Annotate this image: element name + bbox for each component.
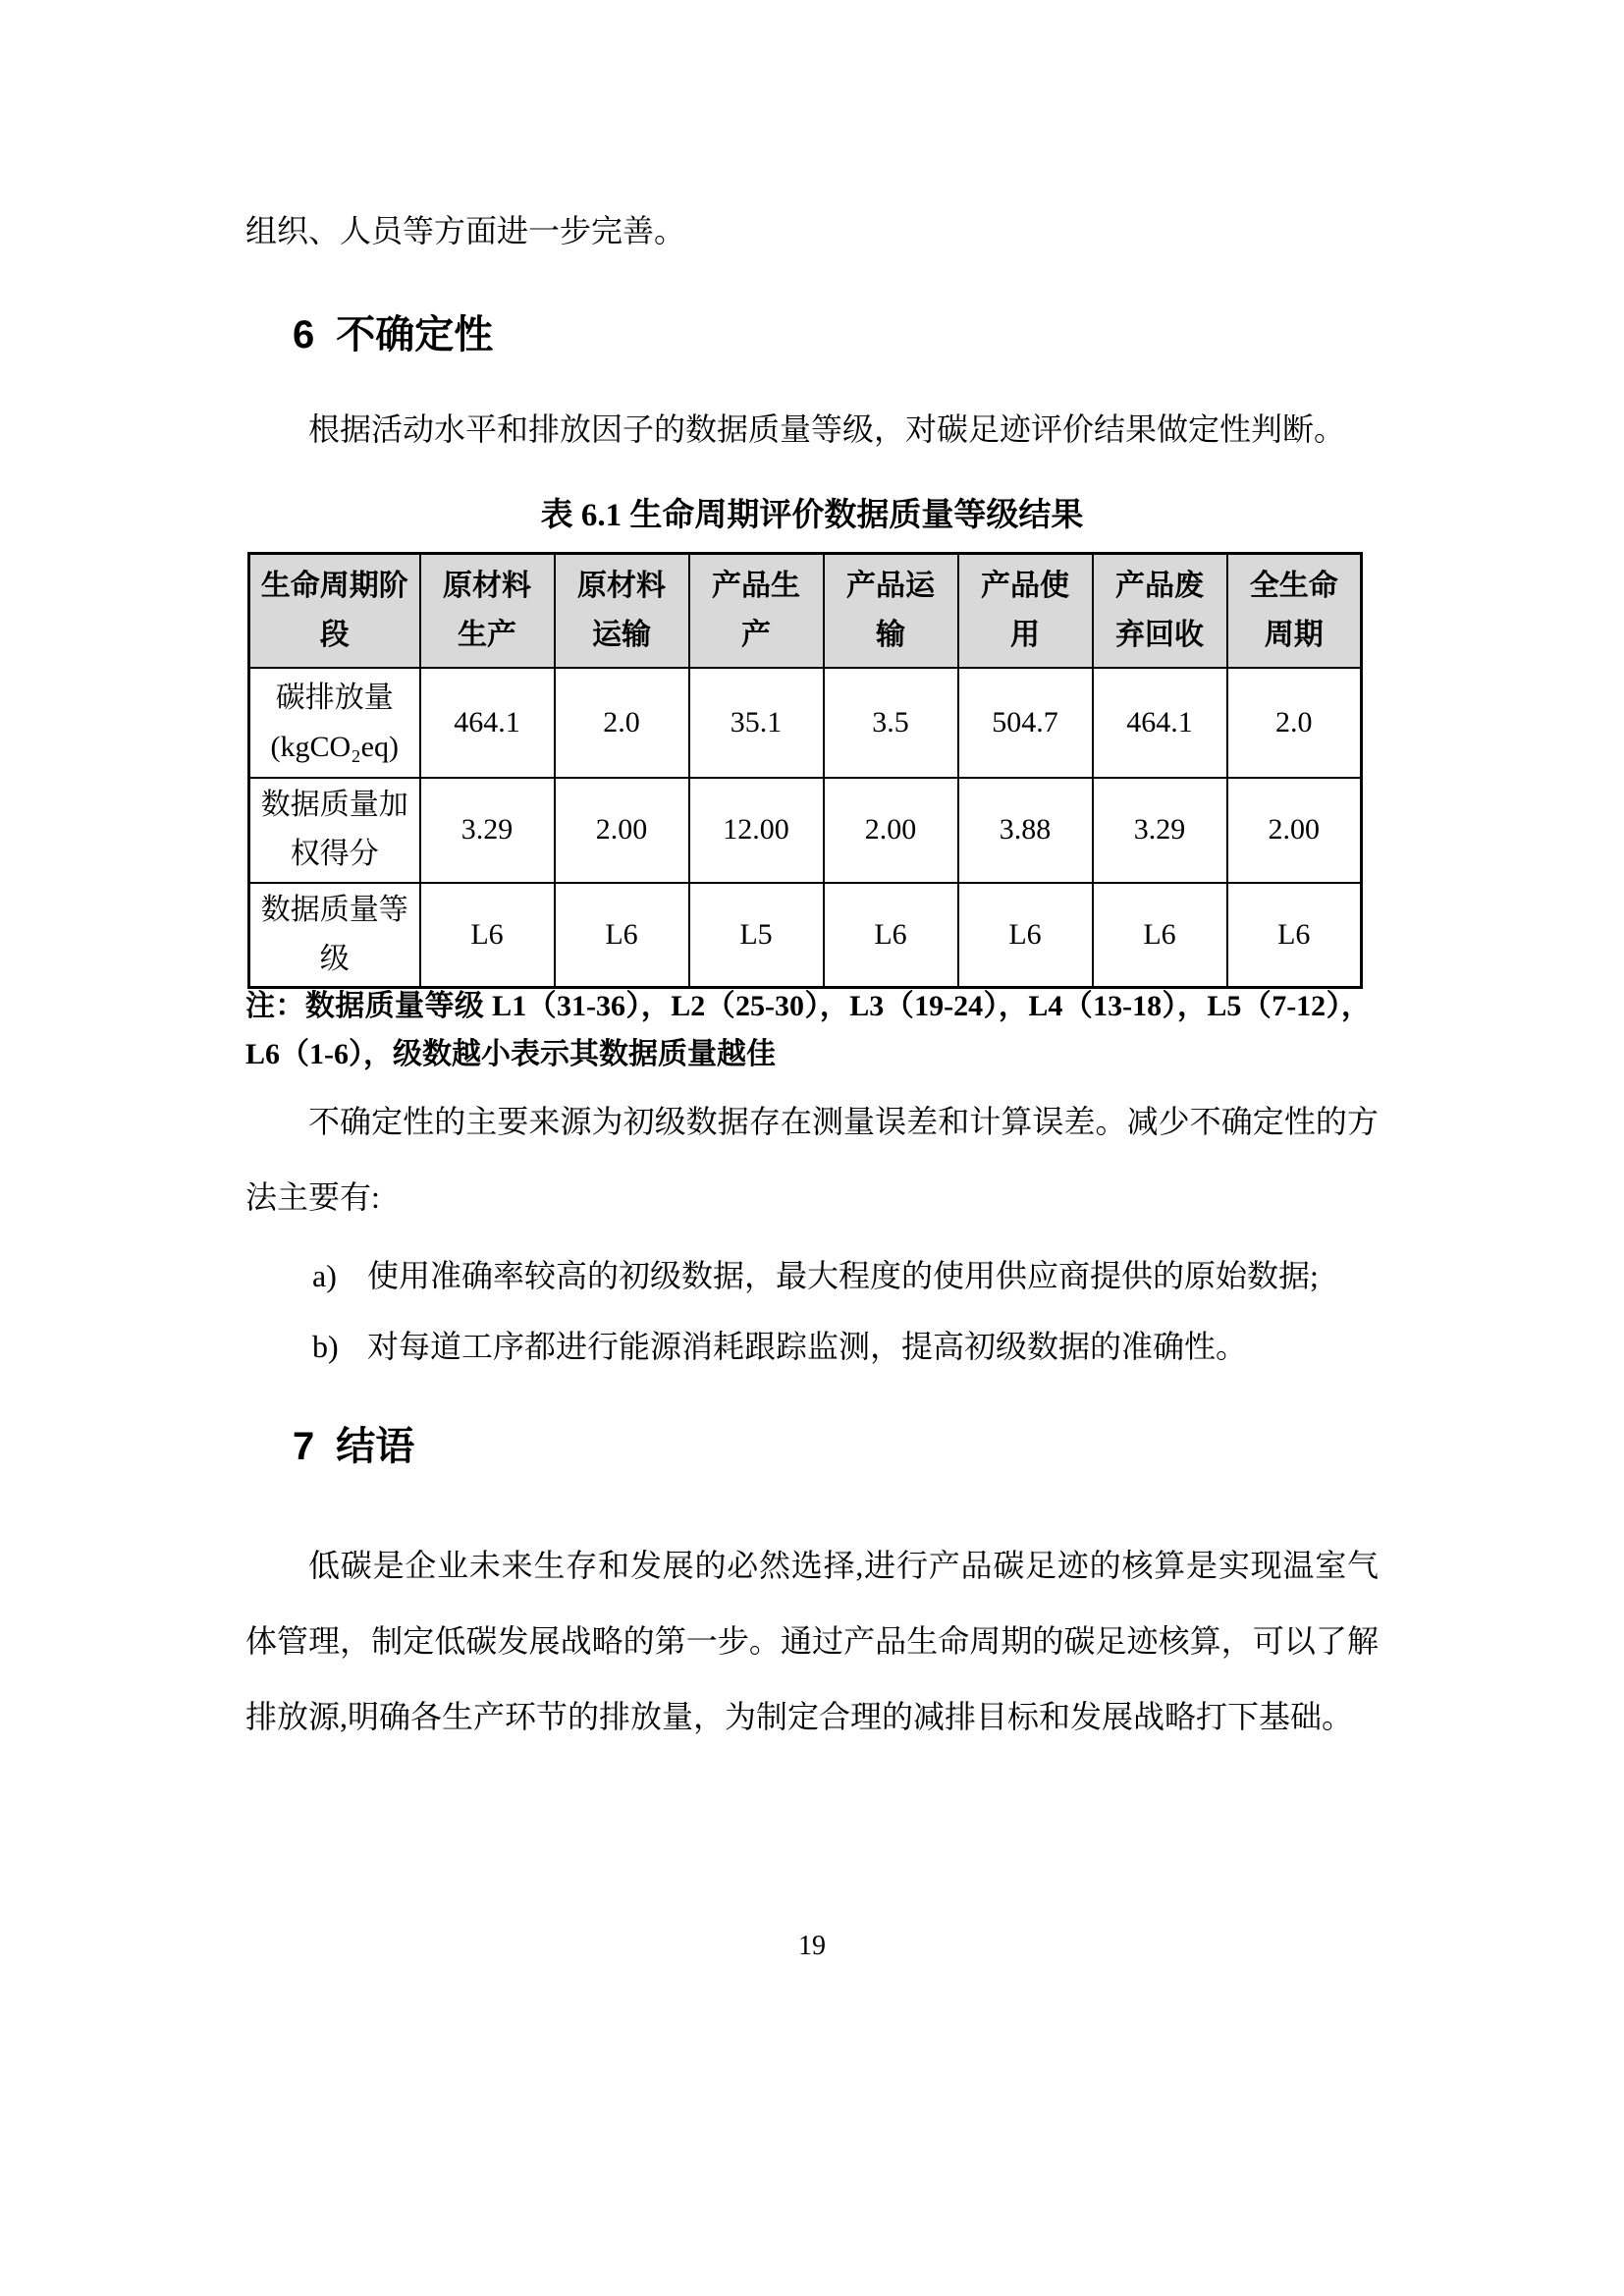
- section-7-heading: [293, 1424, 414, 1469]
- section-6-paragraph: 根据活动水平和排放因子的数据质量等级，对碳足迹评价结果做定性判断。: [308, 411, 1346, 447]
- table-cell: 2.0: [555, 668, 689, 778]
- table-cell: 464.1: [1093, 668, 1227, 778]
- header-cell-product-use: 产品使用: [958, 554, 1093, 668]
- table-cell: L6: [555, 883, 689, 988]
- header-cell-product-disposal-recycling: 产品废弃回收: [1093, 554, 1227, 668]
- data-quality-table: [247, 552, 1363, 989]
- header-cell-raw-material-production: 原材料生产: [420, 554, 555, 668]
- table-cell: 3.5: [824, 668, 958, 778]
- header-cell-full-lifecycle: 全生命周期: [1227, 554, 1362, 668]
- section-7-title: 结语: [336, 1425, 415, 1468]
- section-6-heading: [293, 312, 493, 357]
- table-cell: 2.00: [555, 778, 689, 883]
- list-marker-a: a): [312, 1258, 337, 1293]
- table-cell: 2.00: [824, 778, 958, 883]
- table-row-dq-level: [249, 883, 1362, 988]
- table-row-carbon-emissions: [249, 668, 1362, 778]
- table-cell: L6: [1227, 883, 1362, 988]
- header-cell-raw-material-transport: 原材料运输: [555, 554, 689, 668]
- section-6-title: 不确定性: [336, 313, 494, 356]
- row-label-carbon-emissions: [249, 668, 420, 778]
- uncertainty-paragraph: 不确定性的主要来源为初级数据存在测量误差和计算误差。减少不确定性的方法主要有:: [245, 1104, 1379, 1215]
- table-cell: 464.1: [420, 668, 555, 778]
- table-cell: 504.7: [958, 668, 1093, 778]
- row-label-text: 碳排放量: [275, 681, 394, 714]
- table-note: 注：数据质量等级 L1（31-36），L2（25-30），L3（19-24），L4（13-18），L5（7-12），L6（1-6），级数越小表示其数据质量越佳: [245, 990, 1371, 1070]
- header-cell-product-transport: 产品运输: [824, 554, 958, 668]
- table-cell: L5: [689, 883, 824, 988]
- list-marker-b: b): [312, 1329, 339, 1364]
- table-cell: 3.29: [420, 778, 555, 883]
- row-label-dq-weighted-score: 数据质量加权得分: [249, 778, 420, 883]
- row-label-unit: (kgCO₂eq): [270, 730, 399, 763]
- table-cell: L6: [420, 883, 555, 988]
- table-cell: 2.00: [1227, 778, 1362, 883]
- table-cell: 3.88: [958, 778, 1093, 883]
- list-item-a: [312, 1249, 1382, 1302]
- list-text-b: 对每道工序都进行能源消耗跟踪监测，提高初级数据的准确性。: [367, 1329, 1248, 1364]
- table-cell: 2.0: [1227, 668, 1362, 778]
- table-6-1-title: 表 6.1 生命周期评价数据质量等级结果: [540, 498, 1084, 533]
- table-cell: L6: [958, 883, 1093, 988]
- table-cell: L6: [1093, 883, 1227, 988]
- intro-paragraph: 组织、人员等方面进一步完善。: [245, 213, 686, 248]
- header-cell-product-production: 产品生产: [689, 554, 824, 668]
- table-cell: 12.00: [689, 778, 824, 883]
- table-header-row: [249, 554, 1362, 668]
- header-cell-lifecycle-stage: 生命周期阶段: [249, 554, 420, 668]
- table-cell: L6: [824, 883, 958, 988]
- list-item-b: [312, 1320, 1382, 1373]
- table-cell: 3.29: [1093, 778, 1227, 883]
- table-cell: 35.1: [689, 668, 824, 778]
- section-6-number: 6: [293, 313, 315, 356]
- list-text-a: 使用准确率较高的初级数据，最大程度的使用供应商提供的原始数据;: [367, 1258, 1319, 1293]
- conclusion-paragraph: 低碳是企业未来生存和发展的必然选择,进行产品碳足迹的核算是实现温室气体管理，制定低碳发展战略的第一步。通过产品生命周期的碳足迹核算，可以了解排放源,明确各生产环节的排放量，为制定合理的减排目标和发展战略打下基础。: [245, 1548, 1379, 1734]
- section-7-number: 7: [293, 1425, 315, 1468]
- row-label-dq-level: 数据质量等级: [249, 883, 420, 988]
- table-row-dq-weighted-score: [249, 778, 1362, 883]
- page-number: 19: [798, 1931, 826, 1961]
